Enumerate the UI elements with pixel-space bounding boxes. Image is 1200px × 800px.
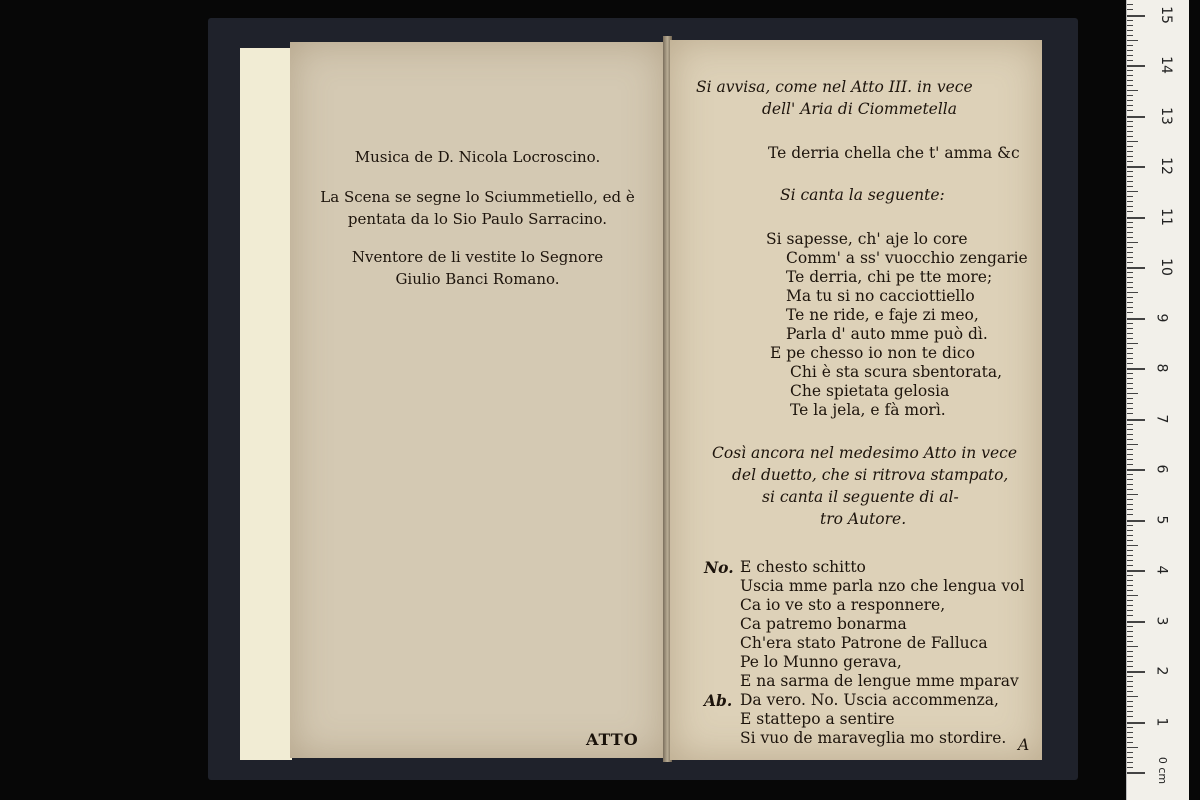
note-line: tro Autore. xyxy=(820,510,907,528)
duet-line: E stattepo a sentire xyxy=(740,710,895,728)
ruler-tick xyxy=(1127,242,1138,243)
ruler-tick xyxy=(1127,585,1133,586)
ruler-tick xyxy=(1127,757,1133,758)
ruler-tick xyxy=(1127,671,1145,673)
ruler-tick xyxy=(1127,605,1133,606)
left-page xyxy=(290,42,665,758)
duet-line: Pe lo Munno gerava, xyxy=(740,653,902,671)
ruler-tick xyxy=(1127,343,1138,344)
left-line: La Scena se segne lo Sciummetiello, ed è xyxy=(320,188,635,206)
aria-line: Parla d' auto mme può dì. xyxy=(786,325,988,343)
speaker-label: Ab. xyxy=(704,691,733,710)
ruler-tick xyxy=(1127,626,1133,627)
ruler-tick xyxy=(1127,25,1133,26)
ruler-tick xyxy=(1127,9,1133,10)
ruler-tick xyxy=(1127,201,1133,202)
ruler-tick xyxy=(1127,348,1133,349)
section-heading: Si canta la seguente: xyxy=(780,186,945,204)
ruler-tick xyxy=(1127,722,1145,724)
ruler-tick xyxy=(1127,711,1133,712)
ruler-tick xyxy=(1127,378,1133,379)
ruler-tick xyxy=(1127,161,1133,162)
ruler-tick xyxy=(1127,262,1133,263)
ruler-tick xyxy=(1127,464,1133,465)
ruler-number: 11 xyxy=(1157,207,1174,226)
ruler-tick xyxy=(1127,691,1133,692)
ruler-tick xyxy=(1127,595,1138,596)
ruler-tick xyxy=(1127,318,1145,320)
left-line: Giulio Banci Romano. xyxy=(395,270,560,288)
ruler-tick xyxy=(1127,237,1133,238)
catchword: ATTO xyxy=(586,730,639,749)
ruler-tick xyxy=(1127,45,1133,46)
ruler-tick xyxy=(1127,706,1133,707)
ruler-tick xyxy=(1127,368,1145,370)
ruler-tick xyxy=(1127,15,1145,17)
ruler-tick xyxy=(1127,651,1133,652)
ruler-number: 3 xyxy=(1153,616,1170,625)
ruler-tick xyxy=(1127,449,1133,450)
ruler-tick xyxy=(1127,272,1133,273)
ruler-tick xyxy=(1127,646,1138,647)
ruler-tick xyxy=(1127,100,1133,101)
aria-line: Si sapesse, ch' aje lo core xyxy=(766,230,968,248)
aria-line: Te la jela, e fà morì. xyxy=(790,401,946,419)
ruler-tick xyxy=(1127,641,1133,642)
ruler-tick xyxy=(1127,257,1133,258)
ruler-tick xyxy=(1127,232,1133,233)
ruler-tick xyxy=(1127,287,1133,288)
ruler-tick xyxy=(1127,747,1138,748)
intro-line: Si avvisa, come nel Atto III. in vece xyxy=(696,78,973,96)
ruler-tick xyxy=(1127,772,1145,774)
ruler-number: 1 xyxy=(1153,717,1170,726)
ruler-tick xyxy=(1127,95,1133,96)
ruler-tick xyxy=(1127,459,1133,460)
ruler-tick xyxy=(1127,499,1133,500)
ruler-tick xyxy=(1127,55,1133,56)
ruler-tick xyxy=(1127,474,1133,475)
ruler-tick xyxy=(1127,403,1133,404)
ruler-tick xyxy=(1127,20,1133,21)
ruler-tick xyxy=(1127,509,1133,510)
ruler-tick xyxy=(1127,555,1133,556)
ruler-tick xyxy=(1127,504,1133,505)
ruler-tick xyxy=(1127,681,1133,682)
measuring-ruler xyxy=(1126,0,1189,800)
ruler-tick xyxy=(1127,105,1133,106)
ruler-tick xyxy=(1127,686,1133,687)
ruler-tick xyxy=(1127,307,1133,308)
ruler-number: 2 xyxy=(1153,666,1170,676)
ruler-tick xyxy=(1127,484,1133,485)
ruler-tick xyxy=(1127,636,1133,637)
ruler-tick xyxy=(1127,742,1133,743)
ruler-tick xyxy=(1127,110,1133,111)
ruler-tick xyxy=(1127,737,1133,738)
ruler-tick xyxy=(1127,227,1133,228)
ruler-tick xyxy=(1127,767,1133,768)
ruler-tick xyxy=(1127,333,1133,334)
ruler-tick xyxy=(1127,545,1138,546)
ruler-tick xyxy=(1127,353,1133,354)
ruler-tick xyxy=(1127,75,1133,76)
ruler-tick xyxy=(1127,121,1133,122)
ruler-tick xyxy=(1127,439,1133,440)
ruler-tick xyxy=(1127,40,1138,41)
ruler-tick xyxy=(1127,156,1133,157)
ruler-tick xyxy=(1127,30,1133,31)
note-line: Così ancora nel medesimo Atto in vece xyxy=(712,444,1018,462)
ruler-tick xyxy=(1127,297,1133,298)
ruler-tick xyxy=(1127,701,1133,702)
ruler-tick xyxy=(1127,550,1133,551)
aria-line: Chi è sta scura sbentorata, xyxy=(790,363,1003,381)
ruler-tick xyxy=(1127,494,1138,495)
signature-mark: A xyxy=(1018,736,1030,754)
ruler-number: 15 xyxy=(1157,5,1174,24)
aria-line: Ma tu si no cacciottiello xyxy=(786,287,975,305)
ruler-tick xyxy=(1127,454,1133,455)
ruler-tick xyxy=(1127,328,1133,329)
ruler-tick xyxy=(1127,363,1133,364)
ruler-tick xyxy=(1127,408,1133,409)
ruler-tick xyxy=(1127,727,1133,728)
note-line: si canta il seguente di al- xyxy=(762,488,959,506)
ruler-tick xyxy=(1127,520,1145,522)
note-line: del duetto, che si ritrova stampato, xyxy=(732,466,1009,484)
ruler-tick xyxy=(1127,393,1138,394)
duet-line: Ch'era stato Patrone de Falluca xyxy=(740,634,988,652)
duet-line: Ca io ve sto a responnere, xyxy=(740,596,946,614)
intro-line: dell' Aria di Ciommetella xyxy=(762,100,958,118)
ruler-tick xyxy=(1127,600,1133,601)
ruler-tick xyxy=(1127,146,1133,147)
ruler-tick xyxy=(1127,610,1133,611)
ruler-tick xyxy=(1127,206,1133,207)
ruler-tick xyxy=(1127,656,1133,657)
ruler-tick xyxy=(1127,176,1133,177)
ruler-tick xyxy=(1127,514,1133,515)
ruler-number: 12 xyxy=(1157,157,1174,175)
ruler-tick xyxy=(1127,85,1133,86)
ruler-tick xyxy=(1127,252,1133,253)
ruler-tick xyxy=(1127,4,1133,5)
duet-line: E chesto schitto xyxy=(740,558,866,576)
ruler-tick xyxy=(1127,621,1145,623)
ruler-tick xyxy=(1127,479,1133,480)
ruler-number: 14 xyxy=(1157,56,1174,74)
ruler-number: 8 xyxy=(1153,363,1170,373)
ruler-tick xyxy=(1127,383,1133,384)
ruler-tick xyxy=(1127,338,1133,339)
ruler-tick xyxy=(1127,302,1133,303)
ruler-tick xyxy=(1127,70,1133,71)
ruler-tick xyxy=(1127,131,1133,132)
speaker-label: No. xyxy=(704,558,734,577)
ruler-tick xyxy=(1127,530,1133,531)
ruler-tick xyxy=(1127,323,1133,324)
duet-line: Uscia mme parla nzo che lengua vol xyxy=(740,577,1025,595)
ruler-tick xyxy=(1127,444,1138,445)
ruler-tick xyxy=(1127,80,1133,81)
ruler-tick xyxy=(1127,373,1133,374)
right-page xyxy=(670,40,1042,760)
ruler-tick xyxy=(1127,469,1145,471)
ruler-tick xyxy=(1127,615,1133,616)
ruler-number: 10 xyxy=(1157,258,1174,276)
aria-line: Te derria, chi pe tte more; xyxy=(786,268,993,286)
ruler-number: 4 xyxy=(1153,565,1170,575)
ruler-tick xyxy=(1127,388,1133,389)
ruler-tick xyxy=(1127,35,1133,36)
ruler-tick xyxy=(1127,358,1133,359)
paper-strip xyxy=(240,48,292,760)
ruler-tick xyxy=(1127,696,1138,697)
ruler-tick xyxy=(1127,211,1133,212)
ruler-tick xyxy=(1127,222,1133,223)
ruler-number: 13 xyxy=(1157,106,1174,125)
ruler-tick xyxy=(1127,277,1133,278)
ruler-tick xyxy=(1127,171,1133,172)
ruler-tick xyxy=(1127,151,1133,152)
ruler-tick xyxy=(1127,631,1133,632)
ruler-tick xyxy=(1127,398,1133,399)
ruler-tick xyxy=(1127,217,1145,219)
ruler-tick xyxy=(1127,65,1145,67)
ruler-number: 5 xyxy=(1153,515,1170,524)
ruler-tick xyxy=(1127,716,1133,717)
ruler-tick xyxy=(1127,413,1133,414)
ruler-tick xyxy=(1127,666,1133,667)
ruler-tick xyxy=(1127,196,1133,197)
ruler-tick xyxy=(1127,247,1133,248)
ruler-tick xyxy=(1127,312,1133,313)
ruler-tick xyxy=(1127,191,1138,192)
ruler-tick xyxy=(1127,732,1133,733)
ruler-tick xyxy=(1127,292,1138,293)
ruler-tick xyxy=(1127,181,1133,182)
ruler-tick xyxy=(1127,752,1133,753)
ruler-tick xyxy=(1127,419,1145,421)
ruler-tick xyxy=(1127,434,1133,435)
ruler-tick xyxy=(1127,676,1133,677)
ruler-tick xyxy=(1127,489,1133,490)
ruler-tick xyxy=(1127,575,1133,576)
ruler-number: 0 cm xyxy=(1156,756,1170,785)
ruler-tick xyxy=(1127,661,1133,662)
ruler-tick xyxy=(1127,60,1133,61)
ruler-number: 7 xyxy=(1153,414,1170,423)
ruler-tick xyxy=(1127,90,1138,91)
ruler-tick xyxy=(1127,540,1133,541)
ruler-tick xyxy=(1127,141,1138,142)
ruler-tick xyxy=(1127,50,1133,51)
aria-line: Che spietata gelosia xyxy=(790,382,950,400)
aria-line: Te ne ride, e faje zi meo, xyxy=(786,306,979,324)
left-line: pentata da lo Sio Paulo Sarracino. xyxy=(347,210,608,228)
ruler-tick xyxy=(1127,762,1133,763)
ruler-tick xyxy=(1127,186,1133,187)
ruler-number: 9 xyxy=(1153,313,1170,322)
ruler-tick xyxy=(1127,116,1145,118)
ruler-tick xyxy=(1127,267,1145,269)
left-line: Nventore de li vestite lo Segnore xyxy=(351,248,604,266)
duet-line: Ca patremo bonarma xyxy=(740,615,907,633)
aria-line: Comm' a ss' vuocchio zengarie xyxy=(786,249,1028,267)
quoted-line: Te derria chella che t' amma &c xyxy=(768,144,1020,162)
duet-line: Da vero. No. Uscia accommenza, xyxy=(740,691,999,709)
ruler-tick xyxy=(1127,282,1133,283)
ruler-tick xyxy=(1127,126,1133,127)
ruler-tick xyxy=(1127,424,1133,425)
left-line: Musica de D. Nicola Locroscino. xyxy=(354,148,601,166)
ruler-tick xyxy=(1127,166,1145,168)
ruler-number: 6 xyxy=(1153,464,1170,474)
ruler-tick xyxy=(1127,580,1133,581)
aria-line: E pe chesso io non te dico xyxy=(770,344,975,362)
ruler-tick xyxy=(1127,590,1133,591)
ruler-tick xyxy=(1127,570,1145,572)
ruler-tick xyxy=(1127,429,1133,430)
ruler-tick xyxy=(1127,525,1133,526)
ruler-tick xyxy=(1127,565,1133,566)
ruler-tick xyxy=(1127,560,1133,561)
ruler-tick xyxy=(1127,535,1133,536)
duet-line: Si vuo de maraveglia mo stordire. xyxy=(740,729,1007,747)
ruler-tick xyxy=(1127,136,1133,137)
duet-line: E na sarma de lengue mme mparav xyxy=(740,672,1019,690)
